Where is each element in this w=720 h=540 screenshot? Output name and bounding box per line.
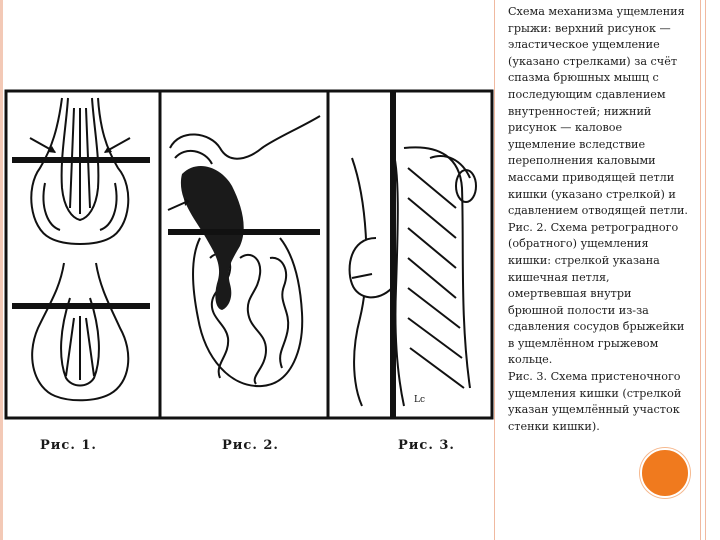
fig1-bottom-illustration [32, 263, 128, 400]
fig3-small-mark: Lc [414, 395, 426, 405]
decorative-orange-circle [640, 448, 690, 498]
fig1-top-illustration [31, 98, 128, 244]
fig3-label: Рис. 3. [398, 438, 455, 453]
fig2-arrow [168, 202, 186, 210]
fig3-illustration [350, 147, 476, 406]
hernia-schematic-figure [0, 88, 496, 460]
fig3-abdominal-wall [390, 91, 396, 418]
fig1-label: Рис. 1. [40, 438, 97, 453]
slide-right-rule-1 [700, 0, 701, 540]
fig2-label: Рис. 2. [222, 438, 279, 453]
slide-right-rule-2 [705, 0, 706, 540]
figure-caption-text: Схема механизма ущемления грыжи: верхний рисунок — эластическое ущемление (указано стрелками) за счёт спазма брюшных мышц с последующим сдавлением внутренностей; нижний рисунок — каловое ущемление вследствие переполнения каловыми массами приводящей петли кишки (указано стрелкой) и сдавлением отводящей петли. Рис. 2. Схема ретроградного (обратного) ущемления кишки: стрелкой указана кишечная петля, омертвевшая внутри брюшной полости из-за сдавления сосудов брыжейки в ущемлённом грыжевом кольце. Рис. 3. Схема пристеночного ущемления кишки (стрелкой указан ущемлённый участок стенки кишки). [508, 5, 688, 433]
fig2-illustration [170, 116, 320, 386]
